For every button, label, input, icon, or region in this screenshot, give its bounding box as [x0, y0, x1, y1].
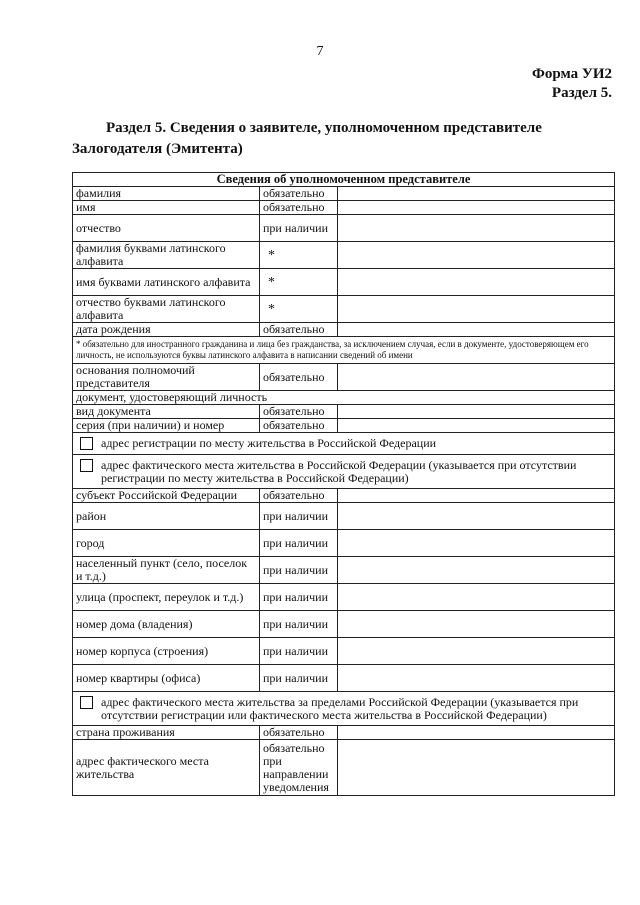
- doc-type-value-cell[interactable]: [338, 405, 615, 419]
- row-requirement: при наличии: [260, 638, 338, 665]
- table-row: [73, 503, 615, 530]
- row-label: номер корпуса (строения): [73, 638, 260, 665]
- latin-patronymic-value-cell[interactable]: [338, 296, 615, 323]
- row-label: субъект Российской Федерации: [73, 489, 260, 503]
- table-row: [73, 215, 615, 242]
- section-title-line-2: Залогодателя (Эмитента): [72, 141, 243, 157]
- table-row: [73, 740, 615, 796]
- row-label: отчество буквами латинского алфавита: [73, 296, 260, 323]
- page-number: 7: [316, 44, 324, 59]
- name-value-cell[interactable]: [338, 201, 615, 215]
- table-row: [73, 611, 615, 638]
- birth-date-value-cell[interactable]: [338, 323, 615, 337]
- row-requirement: обязательно: [260, 726, 338, 740]
- building-value-cell[interactable]: [338, 638, 615, 665]
- row-requirement: обязательно: [260, 323, 338, 337]
- row-label: адрес фактического места жительства: [73, 740, 260, 796]
- table-row: [73, 405, 615, 419]
- table-row: [73, 364, 615, 391]
- table-row: [73, 584, 615, 611]
- row-requirement: при наличии: [260, 665, 338, 692]
- row-label: отчество: [73, 215, 260, 242]
- row-label: дата рождения: [73, 323, 260, 337]
- table-row: [73, 726, 615, 740]
- apartment-value-cell[interactable]: [338, 665, 615, 692]
- row-requirement: при наличии: [260, 584, 338, 611]
- table-row: [73, 665, 615, 692]
- table-row: [73, 296, 615, 323]
- row-label: серия (при наличии) и номер: [73, 419, 260, 433]
- row-requirement: обязательно: [260, 405, 338, 419]
- row-label: имя: [73, 201, 260, 215]
- table-row: [73, 323, 615, 337]
- row-requirement: при наличии: [260, 215, 338, 242]
- settlement-value-cell[interactable]: [338, 557, 615, 584]
- region-value-cell[interactable]: [338, 489, 615, 503]
- section-title: [72, 118, 592, 160]
- row-requirement: *: [260, 242, 338, 269]
- doc-number-value-cell[interactable]: [338, 419, 615, 433]
- row-requirement: обязательно: [260, 489, 338, 503]
- row-label: населенный пункт (село, поселок и т.д.): [73, 557, 260, 584]
- table-row: [73, 269, 615, 296]
- abroad-address-value-cell[interactable]: [338, 740, 615, 796]
- id-document-header: документ, удостоверяющий личность: [73, 391, 615, 405]
- row-label: номер квартиры (офиса): [73, 665, 260, 692]
- table-row: [73, 419, 615, 433]
- table-row: [73, 201, 615, 215]
- table-row: [73, 187, 615, 201]
- section-title-line-1: Раздел 5. Сведения о заявителе, уполномоченном представителе: [106, 120, 542, 136]
- house-value-cell[interactable]: [338, 611, 615, 638]
- street-value-cell[interactable]: [338, 584, 615, 611]
- table-header: Сведения об уполномоченном представителе: [73, 173, 615, 187]
- row-label: город: [73, 530, 260, 557]
- row-label: фамилия буквами латинского алфавита: [73, 242, 260, 269]
- option-label: адрес фактического места жительства в Российской Федерации (указывается при отсутствии регистрации по месту жительства в Российской Федерации): [101, 457, 577, 485]
- option-registration-address: [73, 433, 615, 455]
- actual-address-abroad-checkbox[interactable]: [80, 696, 93, 709]
- row-requirement: обязательно: [260, 364, 338, 391]
- district-value-cell[interactable]: [338, 503, 615, 530]
- option-label: адрес фактического места жительства за пределами Российской Федерации (указывается при отсутствии регистрации или фактического места жительства в Российской Федерации): [101, 694, 579, 722]
- row-requirement: при наличии: [260, 530, 338, 557]
- row-label: фамилия: [73, 187, 260, 201]
- row-label: вид документа: [73, 405, 260, 419]
- registration-address-checkbox[interactable]: [80, 437, 93, 450]
- row-label: район: [73, 503, 260, 530]
- latin-surname-value-cell[interactable]: [338, 242, 615, 269]
- country-value-cell[interactable]: [338, 726, 615, 740]
- option-actual-address-rf: [73, 455, 615, 489]
- representative-info-table: [72, 172, 615, 796]
- row-requirement: при наличии: [260, 557, 338, 584]
- row-requirement: обязательно при направлении уведомления: [260, 740, 338, 796]
- surname-value-cell[interactable]: [338, 187, 615, 201]
- row-requirement: *: [260, 269, 338, 296]
- table-row: [73, 638, 615, 665]
- row-label: имя буквами латинского алфавита: [73, 269, 260, 296]
- row-requirement: *: [260, 296, 338, 323]
- row-label: основания полномочий представителя: [73, 364, 260, 391]
- row-label: номер дома (владения): [73, 611, 260, 638]
- table-row: [73, 489, 615, 503]
- row-label: улица (проспект, переулок и т.д.): [73, 584, 260, 611]
- row-requirement: при наличии: [260, 503, 338, 530]
- footnote: * обязательно для иностранного гражданина и лица без гражданства, за исключением случая, если в документе, удостоверяющем его личность, не используются буквы латинского алфавита в написании сведений об имени: [73, 337, 615, 364]
- section-code: Раздел 5.: [551, 85, 612, 101]
- row-requirement: обязательно: [260, 201, 338, 215]
- row-requirement: при наличии: [260, 611, 338, 638]
- table-row: [73, 557, 615, 584]
- latin-name-value-cell[interactable]: [338, 269, 615, 296]
- option-actual-address-abroad: [73, 692, 615, 726]
- table-row: [73, 242, 615, 269]
- option-label: адрес регистрации по месту жительства в Российской Федерации: [101, 435, 437, 450]
- row-label: страна проживания: [73, 726, 260, 740]
- row-requirement: обязательно: [260, 419, 338, 433]
- row-requirement: обязательно: [260, 187, 338, 201]
- authority-value-cell[interactable]: [338, 364, 615, 391]
- table-row: [73, 530, 615, 557]
- city-value-cell[interactable]: [338, 530, 615, 557]
- form-code: Форма УИ2: [531, 66, 612, 82]
- patronymic-value-cell[interactable]: [338, 215, 615, 242]
- actual-address-rf-checkbox[interactable]: [80, 459, 93, 472]
